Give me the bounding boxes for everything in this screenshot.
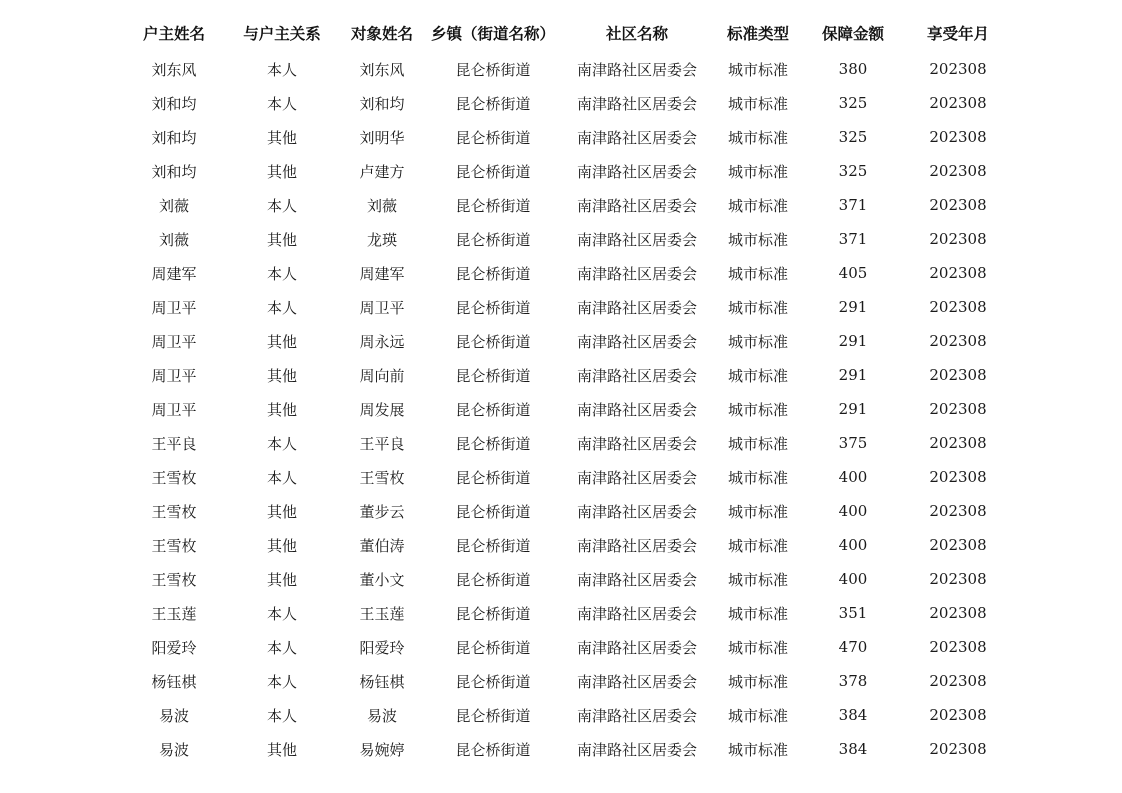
- recipient-name-cell: 董小文: [359, 570, 405, 589]
- period-cell: 202308: [929, 196, 987, 214]
- table-row: [118, 664, 1008, 698]
- relationship-cell: 本人: [266, 468, 297, 487]
- community-cell: 南津路社区居委会: [576, 94, 697, 113]
- relationship-cell: 其他: [266, 332, 297, 351]
- period-cell: 202308: [929, 60, 987, 78]
- recipient-name-cell: 阳爱玲: [359, 638, 405, 657]
- township-cell: 昆仑桥街道: [455, 434, 531, 453]
- header-householder-name: 户主姓名: [142, 25, 205, 43]
- householder-name-cell: 阳爱玲: [151, 638, 197, 657]
- householder-name-cell: 王平良: [151, 434, 197, 453]
- householder-name-cell: 周卫平: [151, 298, 197, 317]
- header-amount: 保障金额: [821, 25, 884, 43]
- township-cell: 昆仑桥街道: [455, 60, 531, 79]
- header-row: [118, 14, 1008, 52]
- householder-name-cell: 易波: [158, 706, 189, 725]
- recipient-name-cell: 王平良: [359, 434, 405, 453]
- standard-type-cell: 城市标准: [727, 638, 788, 657]
- relationship-cell: 本人: [266, 672, 297, 691]
- householder-name-cell: 王雪枚: [151, 468, 197, 487]
- community-cell: 南津路社区居委会: [576, 570, 697, 589]
- householder-name-cell: 刘东风: [151, 60, 197, 79]
- table-row: [118, 528, 1008, 562]
- township-cell: 昆仑桥街道: [455, 400, 531, 419]
- table-row: [118, 256, 1008, 290]
- township-cell: 昆仑桥街道: [455, 230, 531, 249]
- community-cell: 南津路社区居委会: [576, 536, 697, 555]
- householder-name-cell: 周卫平: [151, 366, 197, 385]
- amount-cell: 291: [838, 366, 868, 384]
- township-cell: 昆仑桥街道: [455, 468, 531, 487]
- township-cell: 昆仑桥街道: [455, 604, 531, 623]
- township-cell: 昆仑桥街道: [455, 366, 531, 385]
- period-cell: 202308: [929, 400, 987, 418]
- table-row: [118, 698, 1008, 732]
- community-cell: 南津路社区居委会: [576, 60, 697, 79]
- householder-name-cell: 周卫平: [151, 332, 197, 351]
- recipient-name-cell: 董伯涛: [359, 536, 405, 555]
- relationship-cell: 其他: [266, 162, 297, 181]
- amount-cell: 291: [838, 332, 868, 350]
- table-row: [118, 596, 1008, 630]
- recipient-name-cell: 刘薇: [366, 196, 397, 215]
- township-cell: 昆仑桥街道: [455, 128, 531, 147]
- amount-cell: 400: [838, 502, 868, 520]
- township-cell: 昆仑桥街道: [455, 502, 531, 521]
- recipient-name-cell: 周卫平: [359, 298, 405, 317]
- amount-cell: 375: [838, 434, 868, 452]
- householder-name-cell: 杨钰棋: [151, 672, 197, 691]
- township-cell: 昆仑桥街道: [455, 162, 531, 181]
- table-row: [118, 460, 1008, 494]
- relationship-cell: 本人: [266, 638, 297, 657]
- period-cell: 202308: [929, 468, 987, 486]
- header-relationship: 与户主关系: [243, 25, 321, 43]
- period-cell: 202308: [929, 298, 987, 316]
- table-row: [118, 86, 1008, 120]
- standard-type-cell: 城市标准: [727, 60, 788, 79]
- recipient-name-cell: 王玉莲: [359, 604, 405, 623]
- amount-cell: 378: [838, 672, 868, 690]
- householder-name-cell: 刘薇: [158, 196, 189, 215]
- period-cell: 202308: [929, 332, 987, 350]
- community-cell: 南津路社区居委会: [576, 332, 697, 351]
- township-cell: 昆仑桥街道: [455, 570, 531, 589]
- period-cell: 202308: [929, 604, 987, 622]
- header-period: 享受年月: [926, 25, 989, 43]
- table-row: [118, 630, 1008, 664]
- relationship-cell: 本人: [266, 60, 297, 79]
- relationship-cell: 其他: [266, 230, 297, 249]
- community-cell: 南津路社区居委会: [576, 400, 697, 419]
- recipient-name-cell: 易波: [366, 706, 397, 725]
- standard-type-cell: 城市标准: [727, 196, 788, 215]
- householder-name-cell: 王玉莲: [151, 604, 197, 623]
- standard-type-cell: 城市标准: [727, 366, 788, 385]
- township-cell: 昆仑桥街道: [455, 94, 531, 113]
- table-row: [118, 120, 1008, 154]
- recipient-name-cell: 刘东风: [359, 60, 405, 79]
- table-row: [118, 732, 1008, 766]
- standard-type-cell: 城市标准: [727, 672, 788, 691]
- period-cell: 202308: [929, 740, 987, 758]
- standard-type-cell: 城市标准: [727, 94, 788, 113]
- community-cell: 南津路社区居委会: [576, 366, 697, 385]
- householder-name-cell: 周卫平: [151, 400, 197, 419]
- header-township: 乡镇（街道名称）: [430, 25, 555, 43]
- table-row: [118, 392, 1008, 426]
- amount-cell: 351: [838, 604, 868, 622]
- community-cell: 南津路社区居委会: [576, 672, 697, 691]
- standard-type-cell: 城市标准: [727, 230, 788, 249]
- standard-type-cell: 城市标准: [727, 264, 788, 283]
- period-cell: 202308: [929, 162, 987, 180]
- community-cell: 南津路社区居委会: [576, 196, 697, 215]
- standard-type-cell: 城市标准: [727, 400, 788, 419]
- recipient-name-cell: 董步云: [359, 502, 405, 521]
- amount-cell: 371: [838, 196, 868, 214]
- table-row: [118, 562, 1008, 596]
- township-cell: 昆仑桥街道: [455, 298, 531, 317]
- relationship-cell: 其他: [266, 536, 297, 555]
- period-cell: 202308: [929, 638, 987, 656]
- recipient-name-cell: 杨钰棋: [359, 672, 405, 691]
- community-cell: 南津路社区居委会: [576, 502, 697, 521]
- relationship-cell: 其他: [266, 400, 297, 419]
- community-cell: 南津路社区居委会: [576, 230, 697, 249]
- table-row: [118, 188, 1008, 222]
- township-cell: 昆仑桥街道: [455, 672, 531, 691]
- amount-cell: 380: [838, 60, 868, 78]
- recipient-name-cell: 周向前: [359, 366, 405, 385]
- relationship-cell: 其他: [266, 502, 297, 521]
- standard-type-cell: 城市标准: [727, 468, 788, 487]
- period-cell: 202308: [929, 706, 987, 724]
- header-standard-type: 标准类型: [726, 25, 789, 43]
- table-row: [118, 494, 1008, 528]
- recipient-name-cell: 龙瑛: [366, 230, 397, 249]
- table-row: [118, 324, 1008, 358]
- recipient-name-cell: 易婉婷: [359, 740, 405, 759]
- community-cell: 南津路社区居委会: [576, 706, 697, 725]
- amount-cell: 405: [838, 264, 868, 282]
- householder-name-cell: 刘和均: [151, 162, 197, 181]
- period-cell: 202308: [929, 264, 987, 282]
- householder-name-cell: 周建军: [151, 264, 197, 283]
- amount-cell: 325: [838, 162, 868, 180]
- standard-type-cell: 城市标准: [727, 502, 788, 521]
- table-row: [118, 154, 1008, 188]
- recipient-name-cell: 刘和均: [359, 94, 405, 113]
- table-row: [118, 426, 1008, 460]
- township-cell: 昆仑桥街道: [455, 740, 531, 759]
- standard-type-cell: 城市标准: [727, 298, 788, 317]
- township-cell: 昆仑桥街道: [455, 536, 531, 555]
- document-page: [118, 14, 1008, 766]
- relationship-cell: 本人: [266, 706, 297, 725]
- relationship-cell: 本人: [266, 94, 297, 113]
- community-cell: 南津路社区居委会: [576, 264, 697, 283]
- township-cell: 昆仑桥街道: [455, 332, 531, 351]
- amount-cell: 470: [838, 638, 868, 656]
- table-header: [118, 14, 1008, 52]
- amount-cell: 325: [838, 94, 868, 112]
- relationship-cell: 本人: [266, 434, 297, 453]
- relationship-cell: 其他: [266, 128, 297, 147]
- table-row: [118, 222, 1008, 256]
- period-cell: 202308: [929, 94, 987, 112]
- householder-name-cell: 王雪枚: [151, 502, 197, 521]
- standard-type-cell: 城市标准: [727, 162, 788, 181]
- period-cell: 202308: [929, 570, 987, 588]
- community-cell: 南津路社区居委会: [576, 434, 697, 453]
- table-row: [118, 290, 1008, 324]
- township-cell: 昆仑桥街道: [455, 638, 531, 657]
- recipient-name-cell: 周建军: [359, 264, 405, 283]
- householder-name-cell: 刘薇: [158, 230, 189, 249]
- amount-cell: 291: [838, 400, 868, 418]
- table-row: [118, 52, 1008, 86]
- community-cell: 南津路社区居委会: [576, 638, 697, 657]
- relationship-cell: 其他: [266, 570, 297, 589]
- amount-cell: 400: [838, 570, 868, 588]
- householder-name-cell: 刘和均: [151, 94, 197, 113]
- relationship-cell: 本人: [266, 298, 297, 317]
- recipient-name-cell: 周发展: [359, 400, 405, 419]
- header-recipient-name: 对象姓名: [350, 25, 413, 43]
- community-cell: 南津路社区居委会: [576, 128, 697, 147]
- standard-type-cell: 城市标准: [727, 706, 788, 725]
- amount-cell: 384: [838, 706, 868, 724]
- township-cell: 昆仑桥街道: [455, 264, 531, 283]
- householder-name-cell: 刘和均: [151, 128, 197, 147]
- period-cell: 202308: [929, 502, 987, 520]
- householder-name-cell: 王雪枚: [151, 536, 197, 555]
- township-cell: 昆仑桥街道: [455, 706, 531, 725]
- header-community: 社区名称: [605, 25, 668, 43]
- amount-cell: 291: [838, 298, 868, 316]
- recipient-name-cell: 周永远: [359, 332, 405, 351]
- standard-type-cell: 城市标准: [727, 128, 788, 147]
- relationship-cell: 本人: [266, 604, 297, 623]
- amount-cell: 400: [838, 536, 868, 554]
- period-cell: 202308: [929, 366, 987, 384]
- relationship-cell: 本人: [266, 264, 297, 283]
- recipient-name-cell: 刘明华: [359, 128, 405, 147]
- standard-type-cell: 城市标准: [727, 434, 788, 453]
- relationship-cell: 其他: [266, 740, 297, 759]
- amount-cell: 371: [838, 230, 868, 248]
- community-cell: 南津路社区居委会: [576, 740, 697, 759]
- period-cell: 202308: [929, 128, 987, 146]
- amount-cell: 325: [838, 128, 868, 146]
- relationship-cell: 本人: [266, 196, 297, 215]
- period-cell: 202308: [929, 434, 987, 452]
- amount-cell: 384: [838, 740, 868, 758]
- recipient-name-cell: 卢建方: [359, 162, 405, 181]
- recipient-name-cell: 王雪枚: [359, 468, 405, 487]
- subsidy-roster-table: [118, 14, 1008, 766]
- standard-type-cell: 城市标准: [727, 570, 788, 589]
- community-cell: 南津路社区居委会: [576, 604, 697, 623]
- community-cell: 南津路社区居委会: [576, 162, 697, 181]
- table-body: [118, 52, 1008, 766]
- township-cell: 昆仑桥街道: [455, 196, 531, 215]
- table-row: [118, 358, 1008, 392]
- amount-cell: 400: [838, 468, 868, 486]
- period-cell: 202308: [929, 672, 987, 690]
- standard-type-cell: 城市标准: [727, 536, 788, 555]
- householder-name-cell: 王雪枚: [151, 570, 197, 589]
- relationship-cell: 其他: [266, 366, 297, 385]
- community-cell: 南津路社区居委会: [576, 298, 697, 317]
- standard-type-cell: 城市标准: [727, 604, 788, 623]
- period-cell: 202308: [929, 536, 987, 554]
- community-cell: 南津路社区居委会: [576, 468, 697, 487]
- standard-type-cell: 城市标准: [727, 332, 788, 351]
- standard-type-cell: 城市标准: [727, 740, 788, 759]
- householder-name-cell: 易波: [158, 740, 189, 759]
- period-cell: 202308: [929, 230, 987, 248]
